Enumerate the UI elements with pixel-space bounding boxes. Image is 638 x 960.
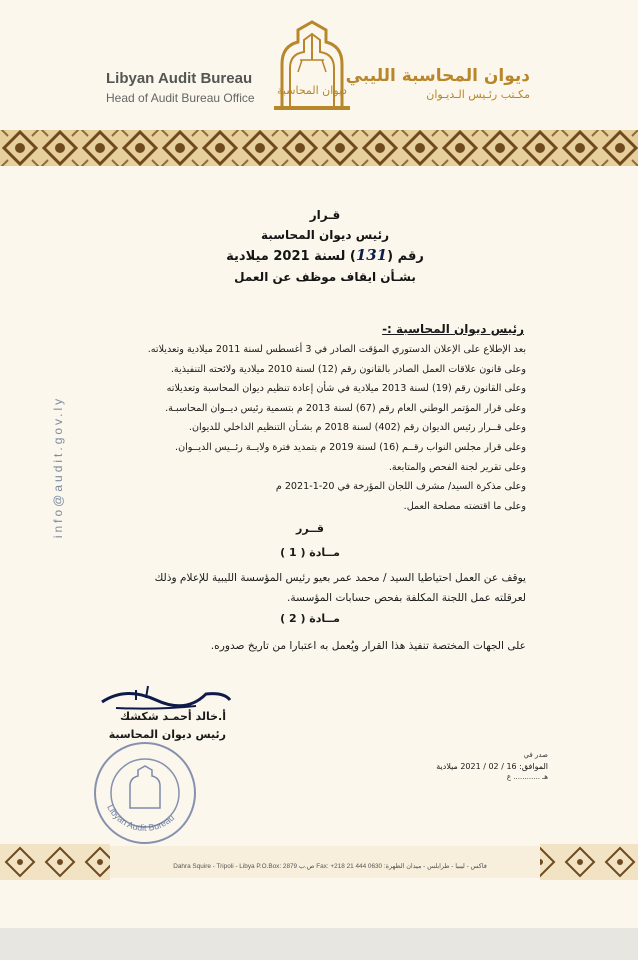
hijri-line: هـ ............ ع [506,773,548,781]
emblem-text: ديوان المحاسبة [277,84,347,97]
preamble-line: وعلى قرار المؤتمر الوطني العام رقم (67) لسنة 2013 م بتسمية رئيس ديــوان المحاسبـة. [165,402,526,414]
office-name-ar: مكـتب رئـيس الـديـوان [426,88,530,101]
issue-date: الموافق: 16 / 02 / 2021 ميلادية [436,762,548,771]
issued-label: صدر في [523,751,548,759]
decision-title [180,205,470,287]
signatory-title: رئيس ديوان المحاسبة [108,728,226,741]
preamble-line: وعلى قــرار رئيس الديوان رقم (402) لسنة 2018 م بشـأن التنظيم الداخلي للديوان. [188,422,526,434]
top-ornament-border [0,128,638,168]
preamble-list [100,340,526,516]
number-suffix: ) لسنة 2021 ميلادية [226,249,356,264]
issue-date-block [400,750,548,783]
official-stamp-icon [90,738,200,848]
office-name-en: Head of Audit Bureau Office [106,91,255,105]
letterhead-english [106,70,255,105]
article-2-line: على الجهات المختصة تنفيذ هذا القرار ويُعمل به اعتبارا من تاريخ صدوره. [210,640,526,652]
org-name-en: Libyan Audit Bureau [106,70,253,87]
bottom-margin [0,928,638,960]
article-2-body [100,636,526,656]
signatory-name: أ.خالد أحمـد شكشك [120,710,226,723]
handwritten-number: 131 [355,246,388,264]
stamp-text-path: Libyan Audit Bureau [105,802,177,833]
addressee-heading: رئيس ديوان المحاسبة :- [382,322,524,336]
article-1-line: لعرقلته عمل اللجنة المكلفة بفحص حسابات المؤسسة. [286,592,526,604]
letterhead [0,0,638,128]
footer-address: Dahra Squire - Tripoli - Libya P.O.Box: 2879 ص.ب Fax: +218 21 444 0630 :فاكس - ليبيا - طرابلس - ميدان الظهرة [173,863,487,870]
preamble-line: وعلى قرار مجلس النواب رقــم (16) لسنة 2019 م بتمديد فترة ولايــة رئــيس الديــوان. [175,441,526,453]
preamble-line: وعلى قانون علاقات العمل الصادر بالقانون رقم (12) لسنة 2010 ميلادية ولائحته التنفيذية. [170,363,526,375]
preamble-line: وعلى القانون رقم (19) لسنة 2013 ميلادية في شأن إعادة تنظيم ديوان المحاسبة وتعديلاته [166,383,526,395]
decision-subject: بشـأن ايقاف موظف عن العمل [234,270,416,284]
decision-number [180,245,470,267]
title-line-decision: قـرار [309,208,341,222]
preamble-line: وعلى مذكرة السيد/ مشرف اللجان المؤرخة في 20-1-2021 م [275,481,526,493]
article-1-line: يوقف عن العمل احتياطيا السيد / محمد عمر بعيو رئيس المؤسسة الليبية للإعلام وذلك [154,572,526,584]
article-2-heading: مــادة ( 2 ) [280,612,340,625]
hijri-label: هـ [542,773,548,781]
number-prefix: رقم ( [387,249,424,264]
title-line-head: رئيس ديوان المحاسبة [261,228,389,242]
hijri-end: ع [506,773,512,781]
preamble-line: بعد الإطلاع على الإعلان الدستوري المؤقت الصادر في 3 أغسطس لسنة 2011 ميلادية وتعديلاته. [147,344,526,355]
article-1-heading: مــادة ( 1 ) [280,546,340,559]
letterhead-arabic [346,66,530,101]
article-1-body [100,568,526,608]
preamble-line: وعلى تقرير لجنة الفحص والمتابعة. [388,461,526,473]
preamble-line: وعلى ما اقتضته مصلحة العمل. [403,500,526,512]
org-name-ar: ديوان المحاسبة الليبي [345,66,530,86]
decided-heading: قــرر [296,522,324,535]
side-email: info@audit.gov.ly [51,395,65,539]
